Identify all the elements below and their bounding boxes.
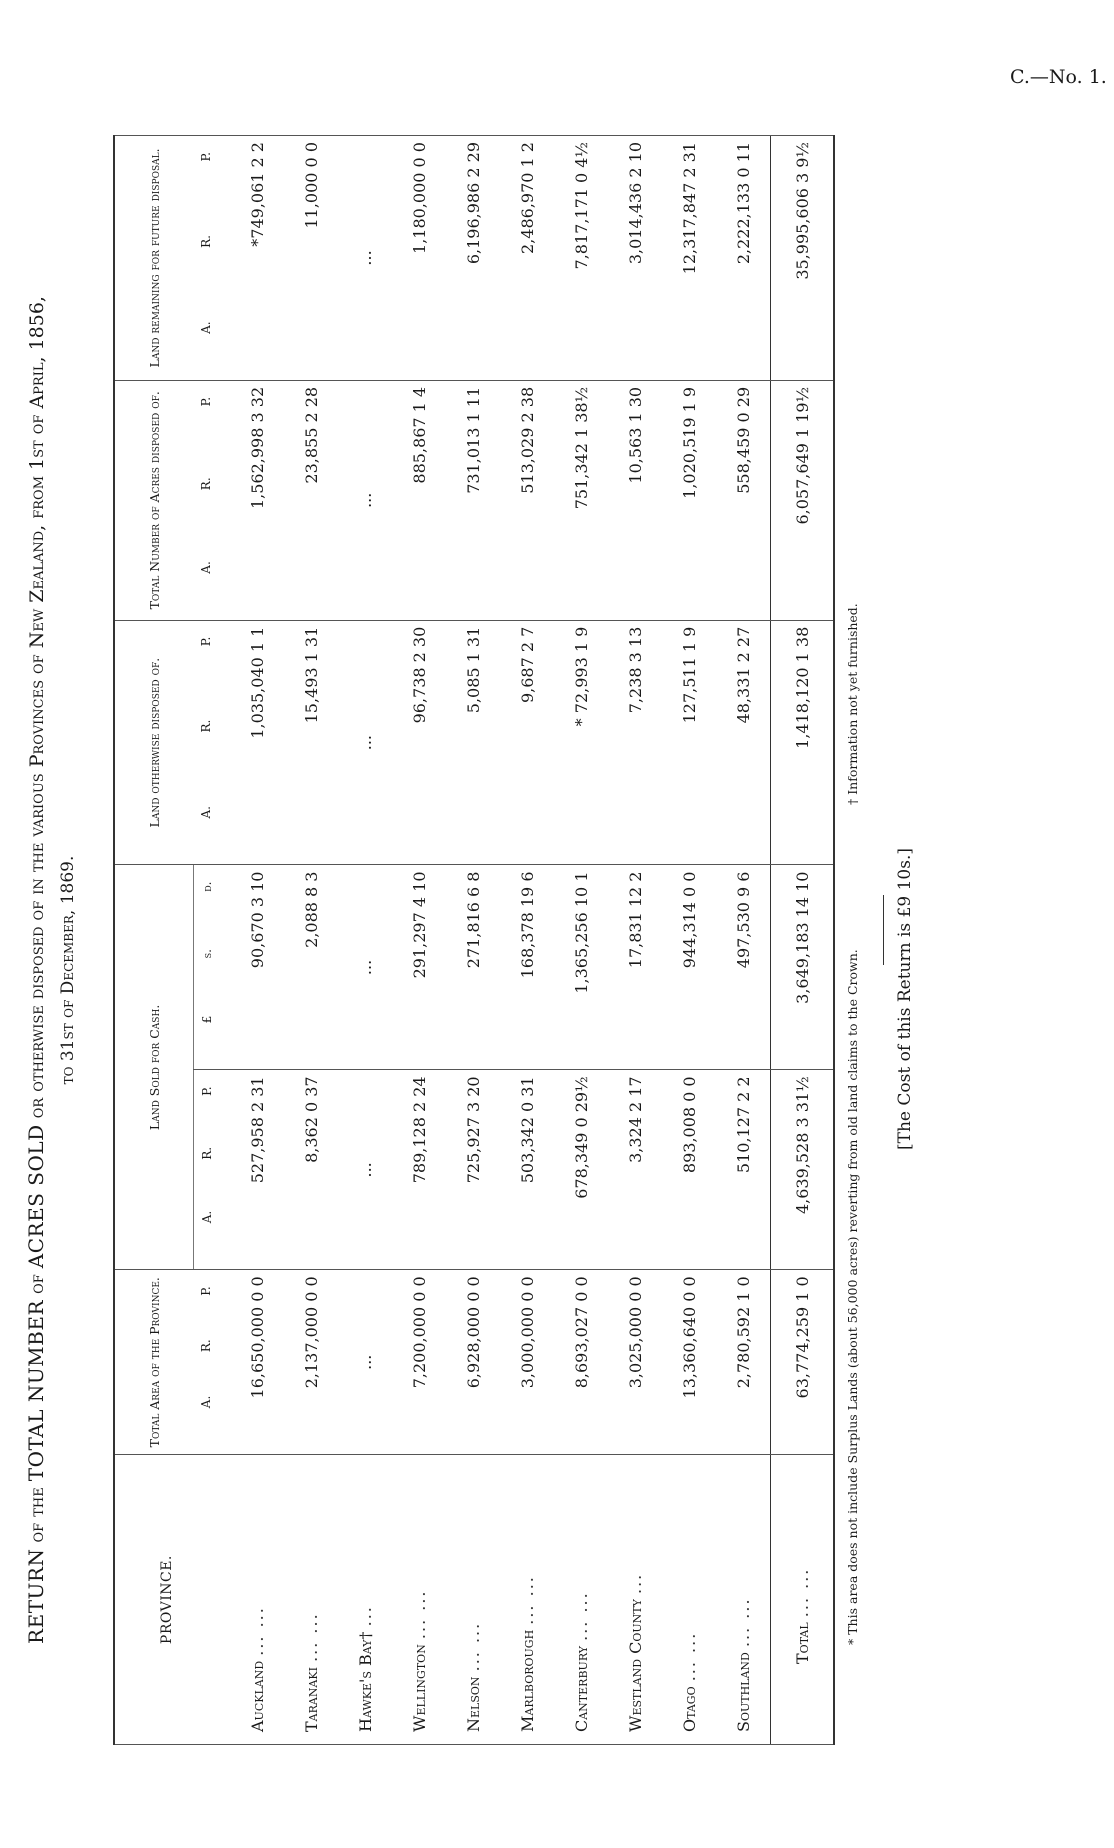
header-province: PROVINCE. <box>114 1455 220 1745</box>
cell-total-area: 6,928,000 0 0 <box>446 1270 500 1455</box>
cell-remaining: ... <box>338 136 392 381</box>
table-row <box>338 136 392 1745</box>
cell-total-area: 8,693,027 0 0 <box>554 1270 608 1455</box>
province-name: Hawke's Bay† ... <box>338 1455 392 1745</box>
cell-sold-acres: 8,362 0 37 <box>284 1070 338 1270</box>
cell-total-disposed: 731,013 1 11 <box>446 380 500 620</box>
cell-sold-cash: 90,670 3 10 <box>220 865 284 1070</box>
table-row <box>716 136 771 1745</box>
document-title <box>21 155 83 1785</box>
table-body <box>220 136 771 1745</box>
table-row <box>284 136 338 1745</box>
cell-total-area: ... <box>338 1270 392 1455</box>
cell-sold-acres: 527,958 2 31 <box>220 1070 284 1270</box>
title-of-the: of the <box>26 1487 48 1543</box>
cell-sold-cash: 2,088 8 3 <box>284 865 338 1070</box>
cell-sold-acres: 678,349 0 29½ <box>554 1070 608 1270</box>
cell-total-area: 2,780,592 1 0 <box>716 1270 771 1455</box>
province-name: Nelson ... ... <box>446 1455 500 1745</box>
header-total-area: Total Area of the Province. <box>114 1270 194 1455</box>
header-total-disposed: Total Number of Acres disposed of. <box>114 380 194 620</box>
cost-note: [The Cost of this Return is £9 10s.] <box>895 848 915 1150</box>
units-total-area: A. R. P. <box>194 1270 221 1455</box>
table-row <box>608 136 662 1745</box>
province-name: Westland County ... <box>608 1455 662 1745</box>
table-row <box>554 136 608 1745</box>
cell-otherwise: ... <box>338 620 392 865</box>
total-disposed: 6,057,649 1 19½ <box>771 380 835 620</box>
cell-total-disposed: 10,563 1 30 <box>608 380 662 620</box>
cell-sold-cash: 291,297 4 10 <box>392 865 446 1070</box>
cell-remaining: 1,180,000 0 0 <box>392 136 446 381</box>
cell-total-disposed: 1,562,998 3 32 <box>220 380 284 620</box>
cell-total-disposed: 23,855 2 28 <box>284 380 338 620</box>
divider-rule <box>883 895 884 965</box>
cell-otherwise: 9,687 2 7 <box>500 620 554 865</box>
header-remaining: Land remaining for future disposal. <box>114 136 194 381</box>
province-name: Wellington ... ... <box>392 1455 446 1745</box>
header-sold-for-cash: Land Sold for Cash. <box>114 865 194 1270</box>
total-otherwise: 1,418,120 1 38 <box>771 620 835 865</box>
cell-total-disposed: ... <box>338 380 392 620</box>
table-row <box>662 136 716 1745</box>
cell-remaining: 11,000 0 0 <box>284 136 338 381</box>
cell-total-disposed: 885,867 1 4 <box>392 380 446 620</box>
cell-total-disposed: 1,020,519 1 9 <box>662 380 716 620</box>
cell-sold-acres: 3,324 2 17 <box>608 1070 662 1270</box>
cell-sold-cash: ... <box>338 865 392 1070</box>
title-acres-sold: ACRES SOLD <box>24 1124 48 1269</box>
cell-sold-cash: 1,365,256 10 1 <box>554 865 608 1070</box>
cell-otherwise: 5,085 1 31 <box>446 620 500 865</box>
cell-otherwise: 127,511 1 9 <box>662 620 716 865</box>
cell-total-disposed: 558,459 0 29 <box>716 380 771 620</box>
cell-remaining: 2,222,133 0 11 <box>716 136 771 381</box>
units-remaining: A. R. P. <box>194 136 221 381</box>
cell-otherwise: 48,331 2 27 <box>716 620 771 865</box>
province-name: Marlborough ... ... <box>500 1455 554 1745</box>
province-name: Canterbury ... ... <box>554 1455 608 1745</box>
province-name: Southland ... ... <box>716 1455 771 1745</box>
cell-sold-cash: 17,831 12 2 <box>608 865 662 1070</box>
cell-total-area: 3,025,000 0 0 <box>608 1270 662 1455</box>
cell-total-disposed: 513,029 2 38 <box>500 380 554 620</box>
page-reference: C.—No. 1. <box>1010 66 1107 88</box>
rotated-document <box>15 75 1015 1785</box>
title-line2: to 31st of December, 1869. <box>58 855 78 1085</box>
total-label: Total ... ... <box>771 1455 835 1745</box>
total-area: 63,774,259 1 0 <box>771 1270 835 1455</box>
cell-total-area: 2,137,000 0 0 <box>284 1270 338 1455</box>
cell-sold-acres: 725,927 3 20 <box>446 1070 500 1270</box>
cell-sold-cash: 271,816 6 8 <box>446 865 500 1070</box>
cell-otherwise: 7,238 3 13 <box>608 620 662 865</box>
table-row <box>392 136 446 1745</box>
units-sold-cash: £ s. d. <box>194 865 221 1070</box>
cell-otherwise: * 72,993 1 9 <box>554 620 608 865</box>
cell-sold-cash: 168,378 19 6 <box>500 865 554 1070</box>
header-otherwise: Land otherwise disposed of. <box>114 620 194 865</box>
cell-total-area: 3,000,000 0 0 <box>500 1270 554 1455</box>
cell-sold-acres: 893,008 0 0 <box>662 1070 716 1270</box>
footnote-dagger: † Information not yet furnished. <box>845 603 860 805</box>
cell-remaining: 3,014,436 2 10 <box>608 136 662 381</box>
province-name: Otago ... ... <box>662 1455 716 1745</box>
table-row <box>220 136 284 1745</box>
cell-total-area: 13,360,640 0 0 <box>662 1270 716 1455</box>
units-sold-acres: A. R. P. <box>194 1070 221 1270</box>
cell-remaining: 7,817,171 0 4½ <box>554 136 608 381</box>
table-row <box>446 136 500 1745</box>
cell-sold-acres: 503,342 0 31 <box>500 1070 554 1270</box>
cell-total-area: 16,650,000 0 0 <box>220 1270 284 1455</box>
cell-otherwise: 1,035,040 1 1 <box>220 620 284 865</box>
cell-otherwise: 96,738 2 30 <box>392 620 446 865</box>
total-sold-acres: 4,639,528 3 31½ <box>771 1070 835 1270</box>
cell-total-area: 7,200,000 0 0 <box>392 1270 446 1455</box>
title-return: RETURN <box>24 1548 48 1644</box>
units-otherwise: A. R. P. <box>194 620 221 865</box>
cell-sold-acres: 510,127 2 2 <box>716 1070 771 1270</box>
cell-total-disposed: 751,342 1 38½ <box>554 380 608 620</box>
table-row <box>500 136 554 1745</box>
cell-remaining: *749,061 2 2 <box>220 136 284 381</box>
return-table <box>113 135 835 1745</box>
footnote-star: * This area does not include Surplus Lands (about 56,000 acres) reverting from old land claims to the Crown. <box>845 949 860 1645</box>
cell-sold-acres: 789,128 2 24 <box>392 1070 446 1270</box>
province-name: Auckland ... ... <box>220 1455 284 1745</box>
cell-remaining: 2,486,970 1 2 <box>500 136 554 381</box>
cell-sold-cash: 944,314 0 0 <box>662 865 716 1070</box>
title-total-number: TOTAL NUMBER <box>24 1299 48 1482</box>
total-row <box>771 136 835 1745</box>
units-total-disposed: A. R. P. <box>194 380 221 620</box>
total-remaining: 35,995,606 3 9½ <box>771 136 835 381</box>
cell-sold-acres: ... <box>338 1070 392 1270</box>
cell-remaining: 12,317,847 2 31 <box>662 136 716 381</box>
cell-otherwise: 15,493 1 31 <box>284 620 338 865</box>
cell-remaining: 6,196,986 2 29 <box>446 136 500 381</box>
title-of: of <box>26 1274 48 1294</box>
total-sold-cash: 3,649,183 14 10 <box>771 865 835 1070</box>
title-rest: or otherwise disposed of in the various Provinces of New Zealand, from 1st of April, 1856, <box>26 296 48 1119</box>
province-name: Taranaki ... ... <box>284 1455 338 1745</box>
cell-sold-cash: 497,530 9 6 <box>716 865 771 1070</box>
